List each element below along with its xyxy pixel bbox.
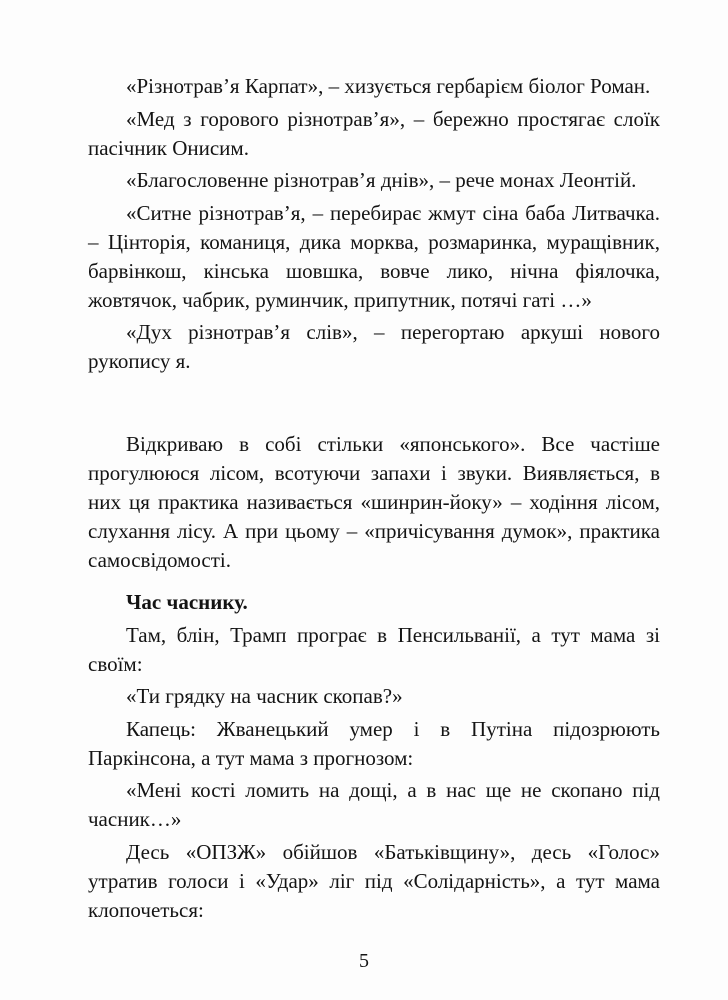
paragraph: «Мед з горового різнотрав’я», – бережно простягає слоїк пасічник Онисим. [88,106,660,160]
paragraph: «Благословенне різнотрав’я днів», – рече монах Леонтій. [126,168,637,192]
paragraph: «Різнотрав’я Карпат», – хизується гербарієм біолог Роман. [126,74,651,98]
paragraph: Капець: Жванецький умер і в Путіна підозрюють Паркінсона, а тут мама з прогнозом: [88,716,660,770]
section-heading: Час часнику. [126,590,248,614]
paragraph: «Ситне різнотрав’я, – перебирає жмут сіна баба Литвачка. – Цінторія, команиця, дика морква, розмаринка, муращівник, барвінкош, кінська шовшка, вовче лико, нічна фіялочка, жовтячок, чабрик, руминчик, припутник, потячі гаті …» [88,200,660,312]
page-number: 5 [359,950,369,972]
section-japanese [88,430,660,575]
paragraph: «Ти грядку на часник скопав?» [126,684,403,708]
section-garlic [88,588,660,925]
paragraph: Десь «ОПЗЖ» обійшов «Батьківщину», десь «Голос» утратив голоси і «Удар» ліг під «Солідарність», а тут мама клопочеться: [88,839,660,922]
paragraph: Там, блін, Трамп програє в Пенсильванії, а тут мама зі своїм: [88,622,660,676]
paragraph: Відкриваю в собі стільки «японського». Все частіше прогулююся лісом, всотуючи запахи і звуки. Виявляється, в них ця практика називається «шинрин-йоку» – ходіння лісом, слухання лісу. А при цьому – «причісування думок», практика самосвідомості. [88,432,660,572]
paragraph: «Дух різнотрав’я слів», – перегортаю аркуші нового рукопису я. [88,320,660,373]
section-herbs [88,72,660,376]
paragraph: «Мені кості ломить на дощі, а в нас ще не скопано під часник…» [88,778,660,831]
